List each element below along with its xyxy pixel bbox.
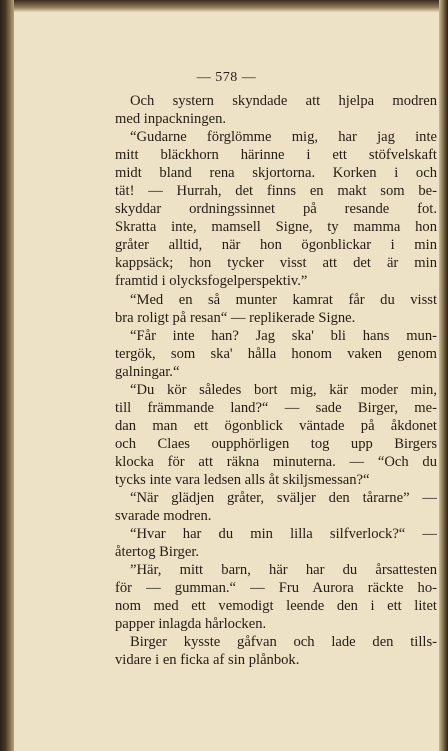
text-line: “Hvar har du min lilla silfverlock?“ — — [130, 526, 437, 543]
text-line: Birger kysste gåfvan och lade den tills- — [130, 634, 437, 651]
page-text — [115, 92, 437, 670]
book-page — [14, 12, 439, 751]
text-line: tergök, som ska' hålla honom vaken genom — [115, 345, 437, 362]
text-line: med inpackningen. — [115, 111, 227, 128]
text-line: vidare i en ficka af sin plånbok. — [115, 652, 300, 669]
text-line: Och systern skyndade att hjelpa modren — [130, 93, 437, 109]
text-line: kappsäck; hon tycker visst att det är min — [115, 255, 437, 272]
text-line: tät! — Hurrah, det finns en makt som be- — [115, 183, 437, 200]
text-line: mitt bläckhorn härinne i ett stöfvelskaft — [115, 147, 437, 164]
text-line: gråter alltid, när hon ögonblickar i min — [115, 237, 437, 254]
text-line: “När glädjen gråter, sväljer den tårarne” — — [130, 490, 437, 507]
scan-left-edge — [0, 0, 14, 751]
text-line: ”Här, mitt barn, här har du årsattesten — [130, 562, 437, 579]
text-line: “Du kör således bort mig, kär moder min, — [130, 381, 437, 398]
page-number: — 578 — — [196, 70, 257, 85]
scan-top-shadow — [0, 0, 448, 12]
text-line: tycks inte vara ledsen alls åt skiljsmessan?“ — [115, 471, 370, 488]
text-line: “Får inte han? Jag ska' bli hans mun- — [130, 327, 437, 344]
text-line: skyddar ordningssinnet på resande fot. — [115, 201, 437, 218]
text-line: svarade modren. — [115, 508, 212, 525]
text-line: “Gudarne förglömme mig, har jag inte — [130, 129, 437, 146]
text-line: “Med en så munter kamrat får du visst — [130, 291, 437, 308]
text-line: midt bland rena skjortorna. Korken i och — [115, 165, 437, 182]
text-line: återtog Birger. — [115, 544, 200, 561]
text-line: Skratta inte, mamsell Signe, ty mamma hon — [115, 219, 437, 236]
text-line: klocka för att räkna minuterna. — “Och du — [115, 453, 437, 470]
text-line: framtid i olycksfogelperspektiv.” — [115, 273, 308, 290]
text-line: dan man ett ögonblick väntade på åkdonet — [115, 417, 437, 434]
text-line: papper inlagda hårlocken. — [115, 616, 267, 633]
text-line: galningar.“ — [115, 363, 180, 380]
text-line: till främmande land?“ — sade Birger, me- — [115, 399, 437, 416]
text-line: bra roligt på resan“ — replikerade Signe. — [115, 309, 356, 326]
text-line: nom med ett vemodigt leende den i ett litet — [115, 598, 437, 615]
text-line: och Claes oupphörligen tog upp Birgers — [115, 435, 437, 452]
text-line: för — gumman.“ — Fru Aurora räckte ho- — [115, 580, 437, 597]
scan-right-edge — [439, 0, 448, 751]
